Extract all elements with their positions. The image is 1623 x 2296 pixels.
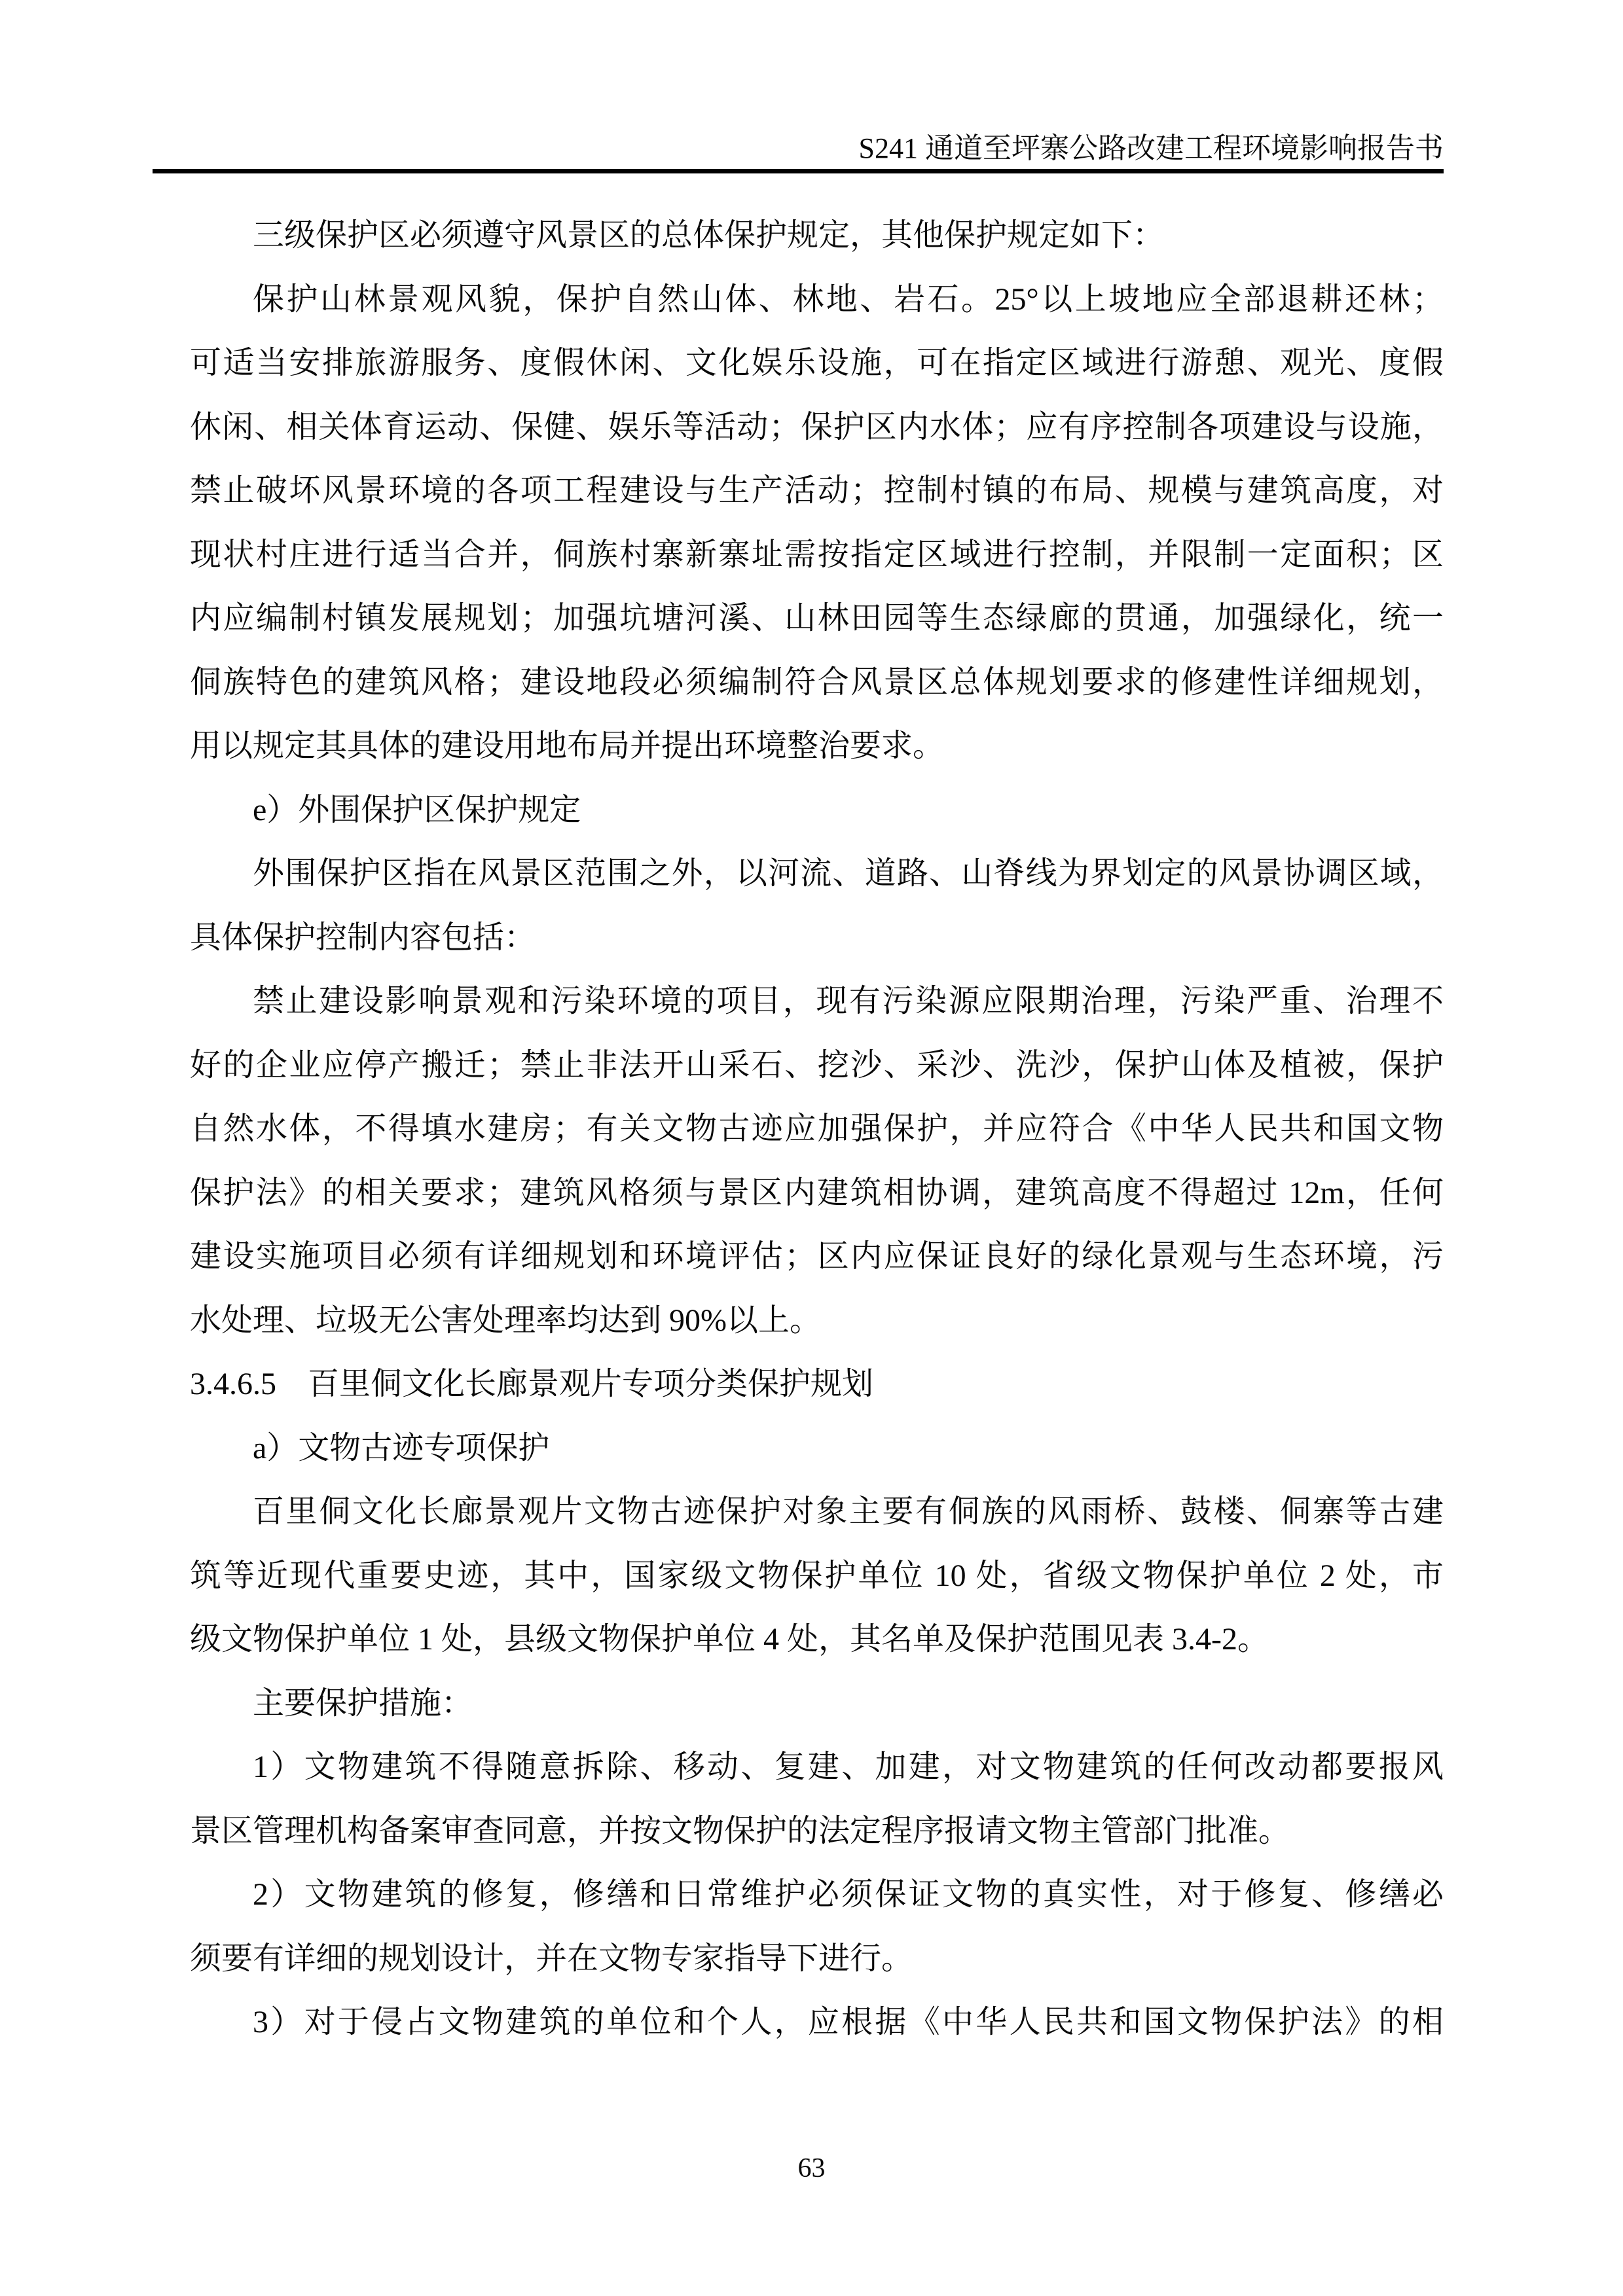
paragraph	[190, 842, 1444, 969]
text-line: 休闲、相关体育运动、保健、娱乐等活动；保护区内水体；应有序控制各项建设与设施，	[190, 409, 1444, 444]
text-line: 侗族特色的建筑风格；建设地段必须编制符合风景区总体规划要求的修建性详细规划，	[190, 664, 1444, 700]
text-line: 景区管理机构备案审查同意，并按文物保护的法定程序报请文物主管部门批准。	[190, 1813, 1290, 1848]
paragraph	[190, 1990, 1444, 2054]
text-line: 内应编制村镇发展规划；加强坑塘河溪、山林田园等生态绿廊的贯通，加强绿化，统一	[190, 601, 1444, 636]
text-line: 用以规定其具体的建设用地布局并提出环境整治要求。	[190, 728, 945, 763]
text-line: 保护山林景观风貌，保护自然山体、林地、岩石。25°以上坡地应全部退耕还林；	[253, 281, 1444, 317]
paragraph	[190, 1863, 1444, 1990]
paragraph	[190, 204, 1444, 268]
text-line: e）外围保护区保护规定	[253, 792, 581, 827]
paragraph	[190, 969, 1444, 1352]
paragraph	[190, 268, 1444, 778]
text-line: 可适当安排旅游服务、度假休闲、文化娱乐设施，可在指定区域进行游憩、观光、度假	[190, 346, 1444, 380]
text-line: 须要有详细的规划设计，并在文物专家指导下进行。	[190, 1941, 913, 1976]
text-line: 2）文物建筑的修复，修缮和日常维护必须保证文物的真实性，对于修复、修缮必	[253, 1877, 1444, 1912]
text-line: 自然水体，不得填水建房；有关文物古迹应加强保护，并应符合《中华人民共和国文物	[190, 1111, 1444, 1146]
text-line: 3）对于侵占文物建筑的单位和个人，应根据《中华人民共和国文物保护法》的相	[253, 2005, 1444, 2039]
text-line: 主要保护措施：	[253, 1685, 473, 1721]
page-header	[153, 131, 1444, 166]
section-heading	[190, 1352, 1444, 1416]
header-title: S241 通道至坪寨公路改建工程环境影响报告书	[858, 132, 1444, 164]
text-line: 筑等近现代重要史迹，其中，国家级文物保护单位 10 处，省级文物保护单位 2 处，市	[190, 1558, 1444, 1593]
page-footer	[0, 2139, 1623, 2198]
text-line: 建设实施项目必须有详细规划和环境评估；区内应保证良好的绿化景观与生态环境，污	[190, 1239, 1444, 1274]
paragraph	[190, 1480, 1444, 1672]
text-line: 好的企业应停产搬迁；禁止非法开山采石、挖沙、采沙、洗沙，保护山体及植被，保护	[190, 1047, 1444, 1083]
text-line: 现状村庄进行适当合并，侗族村寨新寨址需按指定区域进行控制，并限制一定面积；区	[190, 537, 1444, 572]
paragraph	[190, 778, 1444, 842]
text-line: 具体保护控制内容包括：	[190, 920, 536, 955]
page-number: 63	[797, 2153, 826, 2183]
heading-line: 3.4.6.5 百里侗文化长廊景观片专项分类保护规划	[190, 1367, 874, 1401]
text-line: 保护法》的相关要求；建筑风格须与景区内建筑相协调，建筑高度不得超过 12m，任何	[190, 1175, 1444, 1210]
paragraph	[190, 1672, 1444, 1736]
paragraph	[190, 1416, 1444, 1480]
text-line: 三级保护区必须遵守风景区的总体保护规定，其他保护规定如下：	[253, 218, 1165, 253]
text-line: 禁止破坏风景环境的各项工程建设与生产活动；控制村镇的布局、规模与建筑高度，对	[190, 473, 1444, 508]
text-line: 1）文物建筑不得随意拆除、移动、复建、加建，对文物建筑的任何改动都要报风	[253, 1749, 1444, 1784]
paragraph	[190, 1735, 1444, 1863]
text-line: a）文物古迹专项保护	[253, 1430, 550, 1465]
text-line: 百里侗文化长廊景观片文物古迹保护对象主要有侗族的风雨桥、鼓楼、侗寨等古建	[253, 1494, 1444, 1529]
text-line: 禁止建设影响景观和污染环境的项目，现有污染源应限期治理，污染严重、治理不	[253, 984, 1444, 1018]
document-body	[190, 204, 1444, 2054]
text-line: 级文物保护单位 1 处，县级文物保护单位 4 处，其名单及保护范围见表 3.4-2。	[190, 1622, 1269, 1657]
text-line: 外围保护区指在风景区范围之外，以河流、道路、山脊线为界划定的风景协调区域，	[253, 856, 1444, 891]
header-rule	[153, 169, 1444, 173]
text-line: 水处理、垃圾无公害处理率均达到 90%以上。	[190, 1302, 821, 1338]
